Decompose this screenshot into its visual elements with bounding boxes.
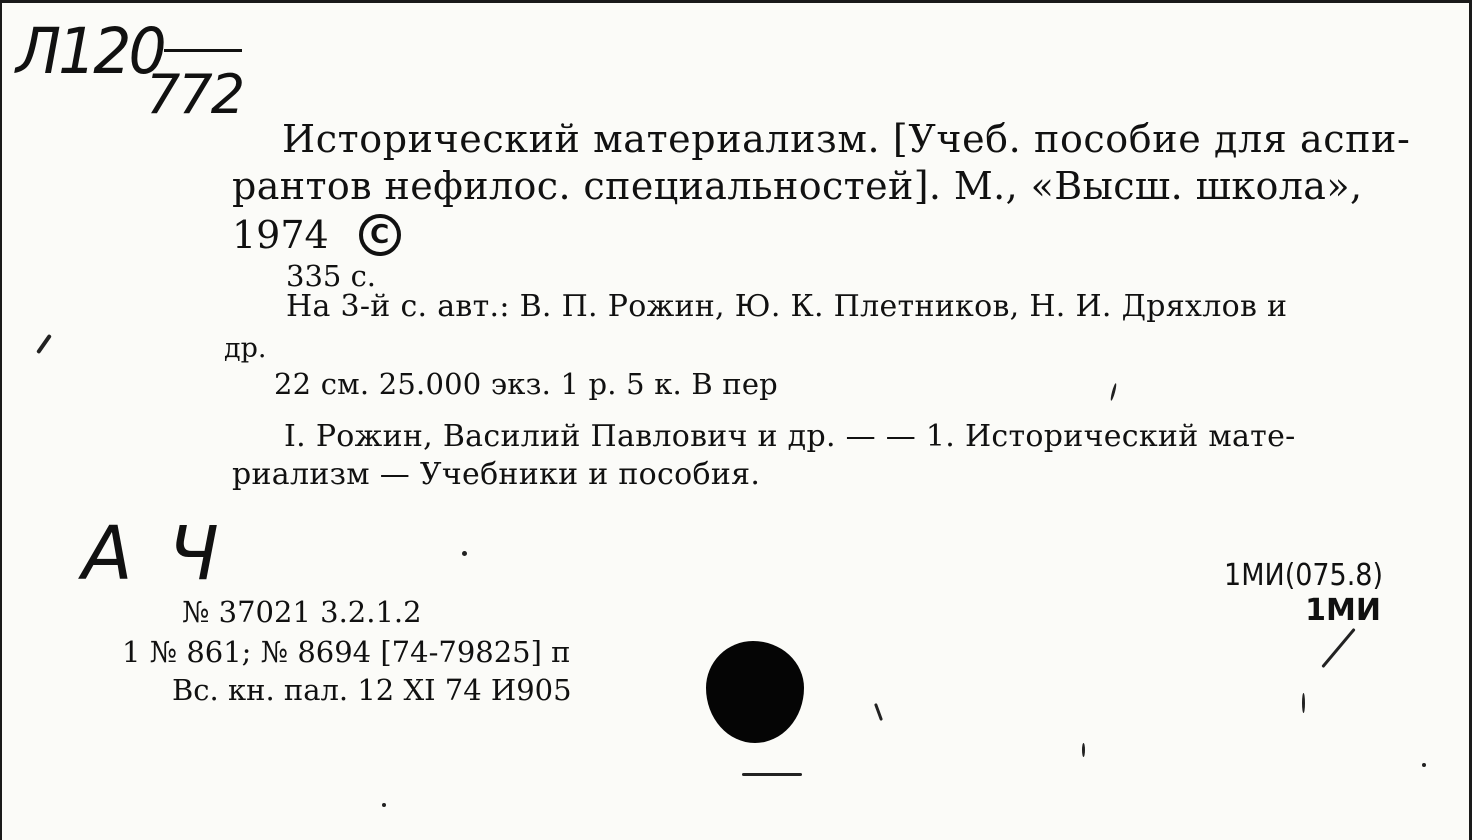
scan-speck xyxy=(1082,743,1085,757)
scan-speck xyxy=(874,703,883,721)
scan-speck xyxy=(36,334,52,354)
scan-speck xyxy=(1302,693,1305,713)
tracing-line-2: риализм — Учебники и пособия. xyxy=(232,457,761,492)
publication-year: 1974 xyxy=(232,213,329,257)
scan-speck xyxy=(1321,628,1355,668)
scan-speck xyxy=(462,551,467,556)
classification-line-2: 1МИ xyxy=(1305,593,1381,628)
shelfmark-bottom: 772 xyxy=(146,63,244,126)
title-line-3 xyxy=(232,213,401,260)
number-line-1: № 37021 3.2.1.2 xyxy=(182,595,422,629)
shelfmark-divider xyxy=(164,49,242,52)
scan-speck xyxy=(1422,763,1426,767)
copyright-icon: C xyxy=(359,214,401,256)
punch-hole xyxy=(706,641,804,743)
classification-line-1: 1МИ(075.8) xyxy=(1224,558,1383,593)
authors-line-2: др. xyxy=(224,333,267,364)
page-count: 335 с. xyxy=(286,259,377,293)
handwritten-annotation: А Ч xyxy=(82,511,225,597)
shelfmark-top: Л120 xyxy=(16,15,164,89)
scan-speck xyxy=(742,773,802,776)
title-line-1: Исторический материализм. [Учеб. пособие для аспи- xyxy=(282,117,1411,161)
tracing-line-1: I. Рожин, Василий Павлович и др. — — 1. Исторический мате- xyxy=(284,419,1296,454)
number-line-3: Вс. кн. пал. 12 XI 74 И905 xyxy=(172,673,572,707)
scan-speck xyxy=(1110,383,1118,401)
number-line-2: 1 № 861; № 8694 [74-79825] п xyxy=(122,635,571,669)
authors-line-1: На 3-й с. авт.: В. П. Рожин, Ю. К. Плетников, Н. И. Дряхлов и xyxy=(286,289,1288,324)
title-line-2: рантов нефилос. специальностей]. М., «Высш. школа», xyxy=(232,164,1363,208)
physical-description: 22 см. 25.000 экз. 1 р. 5 к. В пер xyxy=(274,367,778,401)
scan-speck xyxy=(382,803,386,807)
